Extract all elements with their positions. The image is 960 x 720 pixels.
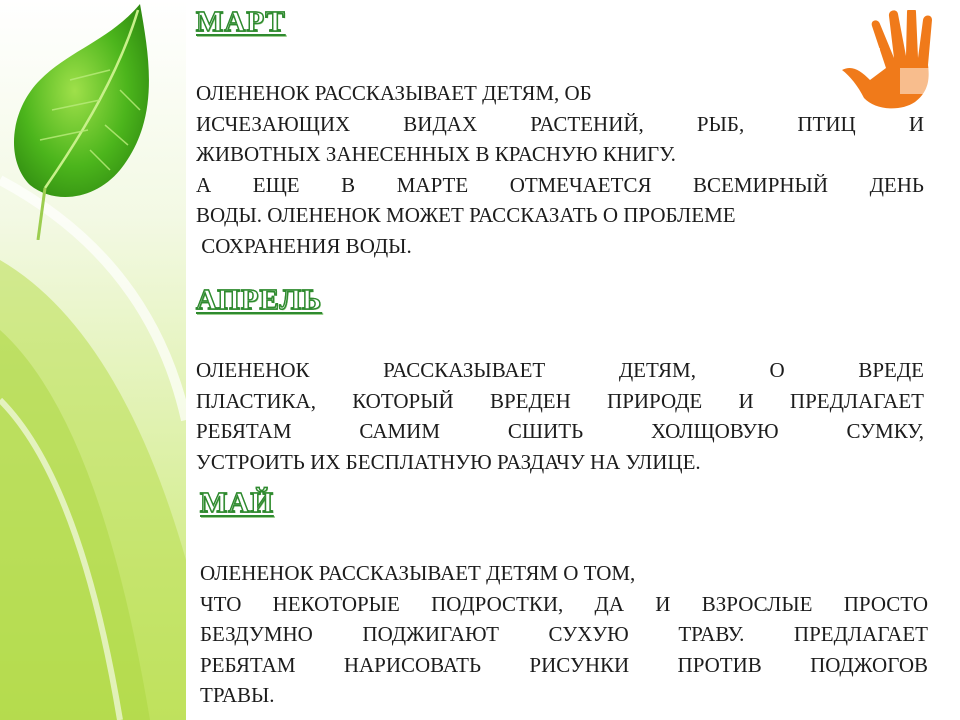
may-heading: МАЙ <box>200 487 274 519</box>
march-line-1: ОЛЕНЕНОК РАССКАЗЫВАЕТ ДЕТЯМ, ОБ <box>196 81 592 105</box>
april-line-4: УСТРОИТЬ ИХ БЕСПЛАТНУЮ РАЗДАЧУ НА УЛИЦЕ. <box>196 449 701 474</box>
march-line-3: ЖИВОТНЫХ ЗАНЕСЕННЫХ В КРАСНУЮ КНИГУ. <box>196 142 676 166</box>
may-line-5: ТРАВЫ. <box>200 683 275 707</box>
march-line-6: СОХРАНЕНИЯ ВОДЫ. <box>196 233 412 258</box>
may-line-1: ОЛЕНЕНОК РАССКАЗЫВАЕТ ДЕТЯМ О ТОМ, <box>200 561 636 585</box>
may-line-4: РЕБЯТАМ НАРИСОВАТЬ РИСУНКИ ПРОТИВ ПОДЖОГОВ <box>200 652 928 677</box>
may-line-2: ЧТО НЕКОТОРЫЕ ПОДРОСТКИ, ДА И ВЗРОСЛЫЕ ПРОСТО <box>200 591 928 616</box>
march-paragraph <box>196 78 924 261</box>
april-line-3: РЕБЯТАМ САМИМ СШИТЬ ХОЛЩОВУЮ СУМКУ, <box>196 419 924 443</box>
april-paragraph <box>196 355 924 477</box>
march-heading: МАРТ <box>196 6 286 38</box>
april-line-2: ПЛАСТИКА, КОТОРЫЙ ВРЕДЕН ПРИРОДЕ И ПРЕДЛАГАЕТ <box>196 388 924 413</box>
may-paragraph <box>200 558 928 711</box>
march-line-4: А ЕЩЕ В МАРТЕ ОТМЕЧАЕТСЯ ВСЕМИРНЫЙ ДЕНЬ <box>196 172 924 197</box>
april-heading: АПРЕЛЬ <box>196 284 323 316</box>
march-line-2: ИСЧЕЗАЮЩИХ ВИДАХ РАСТЕНИЙ, РЫБ, ПТИЦ И <box>196 111 924 136</box>
april-line-1: ОЛЕНЕНОК РАССКАЗЫВАЕТ ДЕТЯМ, О ВРЕДЕ <box>196 358 924 382</box>
side-decor-panel <box>0 0 186 720</box>
green-leaf-icon <box>0 0 170 240</box>
may-line-3: БЕЗДУМНО ПОДЖИГАЮТ СУХУЮ ТРАВУ. ПРЕДЛАГАЕТ <box>200 622 928 646</box>
march-line-5: ВОДЫ. ОЛЕНЕНОК МОЖЕТ РАССКАЗАТЬ О ПРОБЛЕМЕ <box>196 203 736 227</box>
